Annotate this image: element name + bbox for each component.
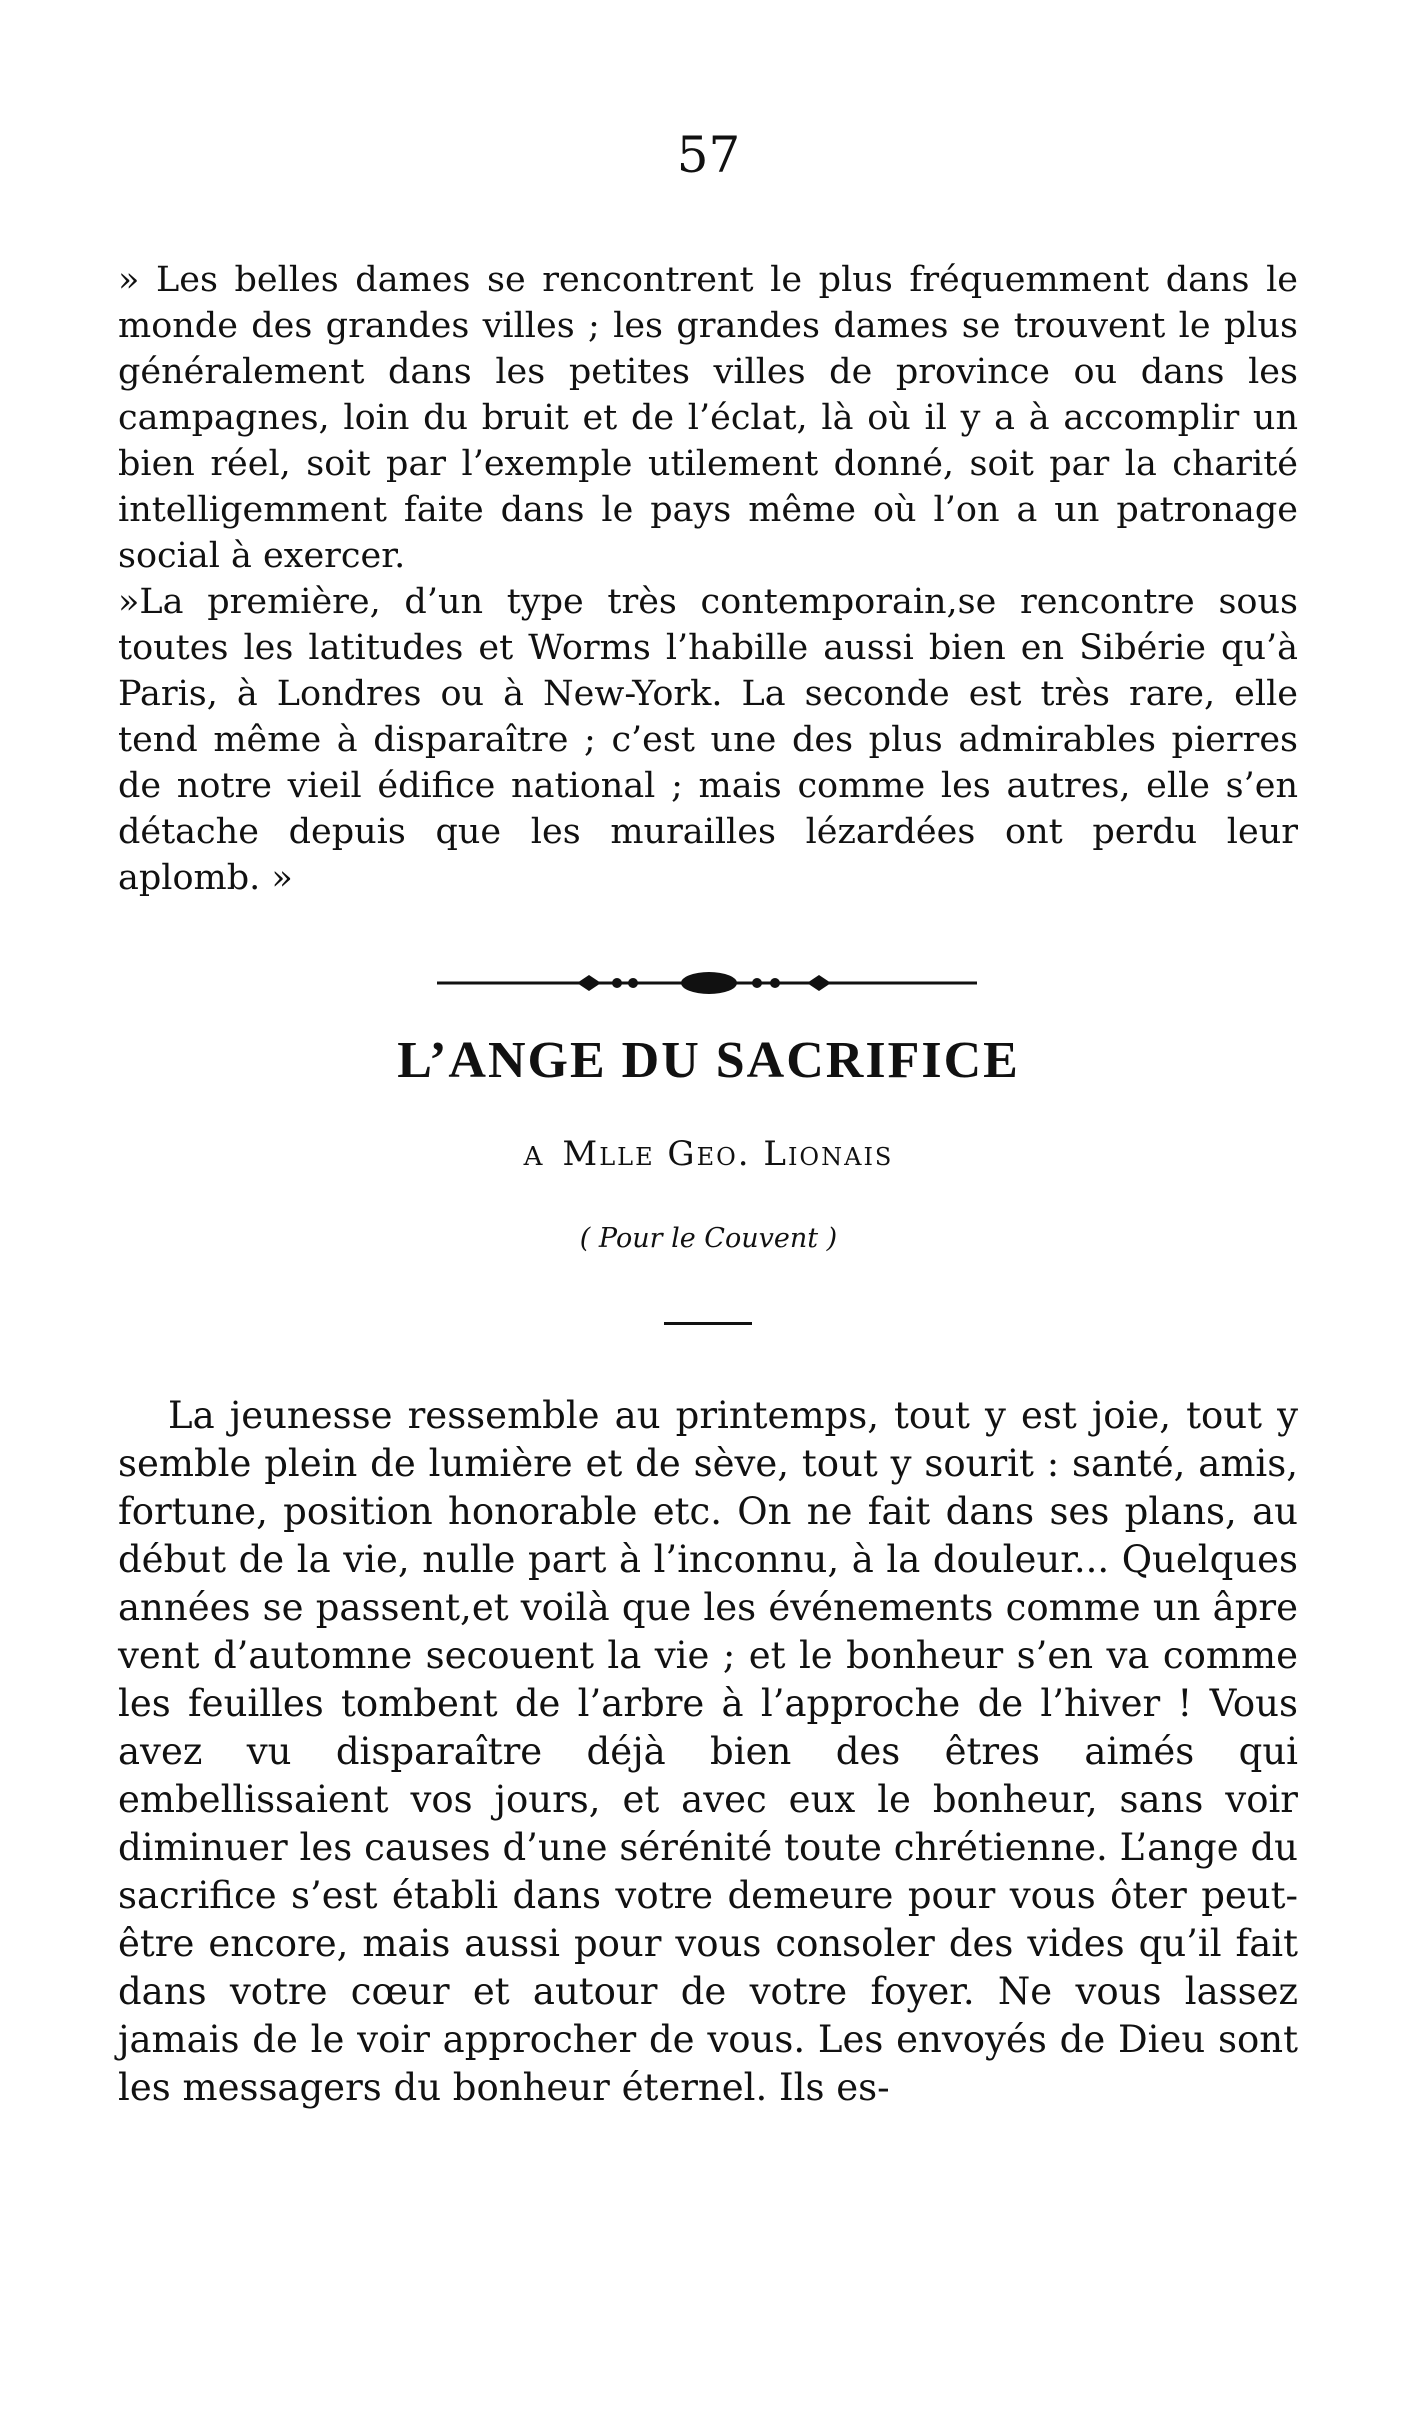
dedication-name: Mlle Geo. Lionais <box>562 1134 894 1174</box>
quote-paragraph-2: »La première, d’un type très contemporain,se rencontre sous toutes les latitudes et Worms l’habille aussi bien en Sibérie qu’à Paris, à Londres ou à New-York. La seconde est très rare, elle tend même à disparaître ; c’est une des plus admirables pierres de notre vieil édifice national ; mais comme les autres, elle s’en détache depuis que les murailles lézardées ont perdu leur aplomb. » <box>118 582 1298 898</box>
ornamental-divider <box>437 965 977 1001</box>
dedication <box>0 1134 1417 1174</box>
subtitle: ( Pour le Couvent ) <box>579 1223 838 1254</box>
dedication-prefix: A <box>523 1142 545 1172</box>
body-text <box>118 1392 1298 2112</box>
body-paragraph: La jeunesse ressemble au printemps, tout y est joie, tout y semble plein de lumière et de sève, tout y sourit : santé, amis, fortune, position honorable etc. On ne fait dans ses plans, au début de la vie, nulle part à l’inconnu, à la douleur... Quelques années se passent,et voilà que les événements comme un âpre vent d’automne secouent la vie ; et le bonheur s’en va comme les feuilles tombent de l’arbre à l’approche de l’hiver ! Vous avez vu disparaître déjà bien des êtres aimés qui embellissaient vos jours, et avec eux le bonheur, sans voir diminuer les causes d’une sérénité toute chrétienne. L’ange du sacrifice s’est établi dans votre demeure pour vous ôter peut-être encore, mais aussi pour vous consoler des vides qu’il fait dans votre cœur et autour de votre foyer. Ne vous lassez jamais de le voir approcher de vous. Les envoyés de Dieu sont les messagers du bonheur éternel. Ils es- <box>118 1394 1298 2109</box>
section-title: L’ANGE DU SACRIFICE <box>397 1032 1020 1089</box>
quote-paragraph-1: » Les belles dames se rencontrent le plus fréquemment dans le monde des grandes villes ; les grandes dames se trouvent le plus généralement dans les petites villes de province ou dans les campagnes, loin du bruit et de l’éclat, là où il y a à accomplir un bien réel, soit par l’exemple utilement donné, soit par la charité intelligemment faite dans le pays même où l’on a un patronage social à exercer. <box>118 260 1298 576</box>
quoted-passage <box>118 257 1298 901</box>
page-number: 57 <box>676 126 741 184</box>
short-rule-divider <box>664 1322 752 1325</box>
